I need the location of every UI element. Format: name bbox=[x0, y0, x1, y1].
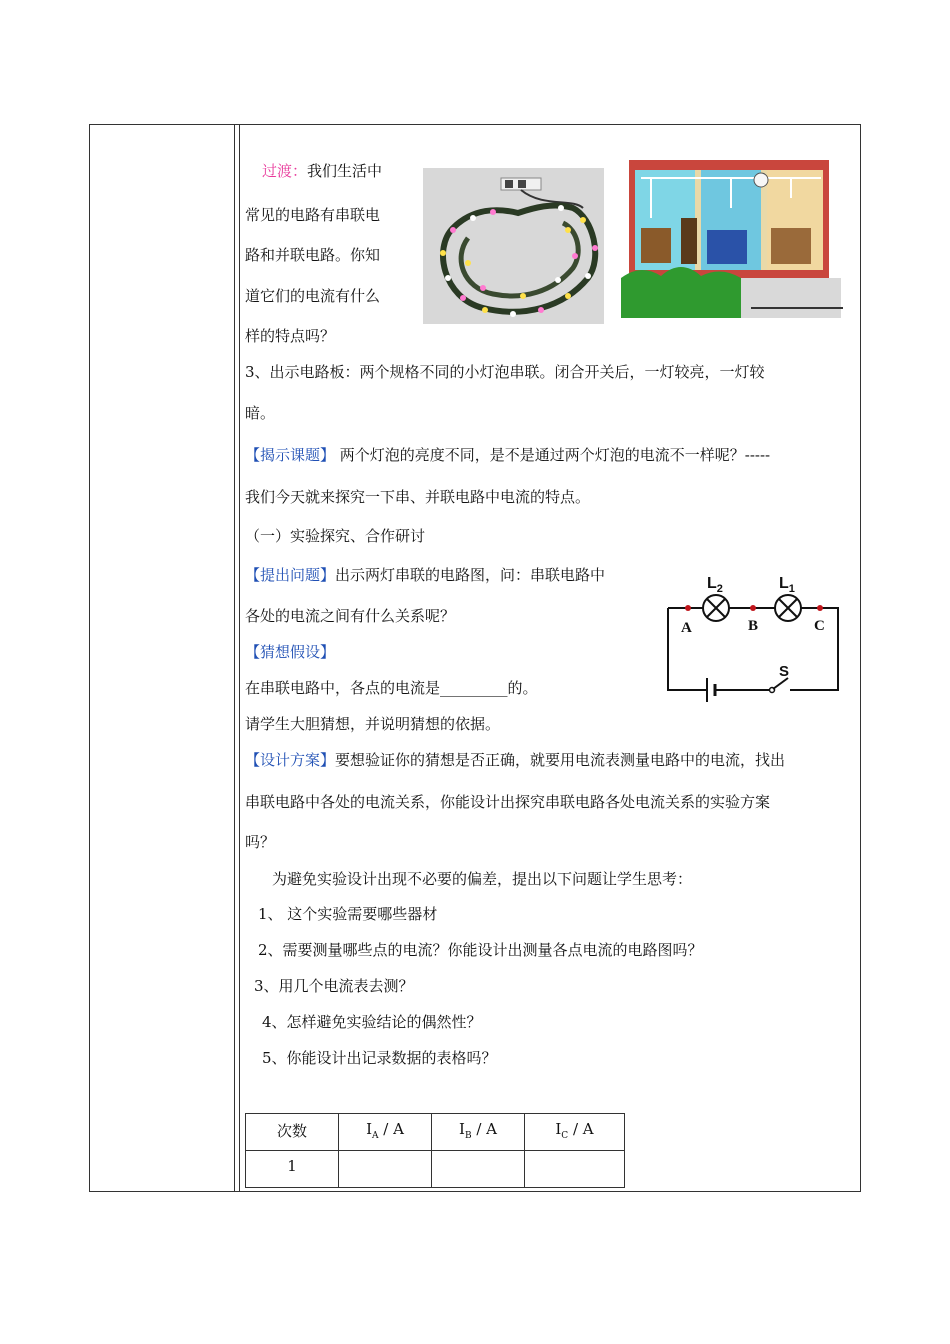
header-ib bbox=[432, 1114, 525, 1151]
question-item-3: 3、用几个电流表去测？ bbox=[254, 977, 414, 995]
table-header-row bbox=[246, 1114, 625, 1151]
ib-subscript: B bbox=[464, 1131, 472, 1141]
label-c: C bbox=[814, 618, 825, 634]
column-divider bbox=[234, 124, 235, 1192]
column-divider-inner bbox=[239, 124, 240, 1192]
guess-heading bbox=[245, 642, 335, 662]
label-l1: L bbox=[779, 575, 789, 592]
question-item-4: 4、怎样避免实验结论的偶然性？ bbox=[262, 1013, 482, 1031]
node-b bbox=[750, 605, 756, 611]
reveal-text: 两个灯泡的亮度不同，是不是通过两个灯泡的电流不一样呢？----- bbox=[335, 446, 771, 464]
ia-symbol: I bbox=[366, 1120, 372, 1138]
label-s: S bbox=[779, 663, 790, 680]
transition-label: 过渡： bbox=[262, 162, 308, 180]
question-item-5: 5、你能设计出记录数据的表格吗？ bbox=[262, 1049, 497, 1067]
ia-subscript: A bbox=[372, 1131, 379, 1141]
question-item-1: 1、 这个实验需要哪些器材 bbox=[258, 905, 438, 923]
ib-unit: / A bbox=[471, 1120, 497, 1138]
label-l2: L bbox=[707, 575, 717, 592]
reveal-line-2: 我们今天就来探究一下串、并联电路中电流的特点。 bbox=[245, 488, 591, 506]
section-heading: （一）实验探究、合作研讨 bbox=[245, 527, 426, 545]
question-label: 【提出问题】 bbox=[245, 566, 336, 584]
series-circuit-diagram bbox=[660, 568, 845, 703]
house-wiring-illustration bbox=[621, 158, 846, 318]
guess-line-1: 在串联电路中，各点的电流是_________的。 bbox=[245, 679, 538, 697]
ia-unit: / A bbox=[378, 1120, 404, 1138]
node-c bbox=[817, 605, 823, 611]
transition-line-2: 常见的电路有串联电 bbox=[245, 206, 381, 224]
header-ia bbox=[339, 1114, 432, 1151]
ic-subscript: C bbox=[561, 1131, 569, 1141]
design-line-3: 吗？ bbox=[245, 833, 276, 851]
svg-text:L1 bbox=[779, 575, 795, 595]
transition-line-1 bbox=[262, 161, 382, 181]
reveal-label: 【揭示课题】 bbox=[245, 446, 336, 464]
table-row bbox=[246, 1151, 625, 1188]
transition-text: 我们生活中 bbox=[307, 162, 383, 180]
svg-text:L2 bbox=[707, 575, 723, 595]
design-line-1 bbox=[245, 750, 785, 770]
item3-line-1: 3、出示电路板：两个规格不同的小灯泡串联。闭合开关后，一灯较亮，一灯较 bbox=[245, 363, 765, 381]
question-text: 出示两灯串联的电路图，问：串联电路中 bbox=[335, 566, 606, 584]
design-text: 要想验证你的猜想是否正确，就要用电流表测量电路中的电流，找出 bbox=[335, 751, 786, 769]
item3-line-2: 暗。 bbox=[245, 404, 276, 422]
table-cell bbox=[339, 1151, 432, 1188]
label-l2-sub: 2 bbox=[716, 583, 723, 595]
label-b: B bbox=[748, 618, 759, 634]
ib-symbol: I bbox=[459, 1120, 465, 1138]
node-a bbox=[685, 605, 691, 611]
transition-line-5: 样的特点吗？ bbox=[245, 327, 336, 345]
header-count: 次数 bbox=[246, 1114, 339, 1151]
transition-line-3: 路和并联电路。你知 bbox=[245, 246, 381, 264]
label-l1-sub: 1 bbox=[788, 583, 795, 595]
string-lights-photo bbox=[423, 168, 604, 324]
intro-text: 为避免实验设计出现不必要的偏差，提出以下问题让学生思考： bbox=[272, 870, 693, 888]
header-ic bbox=[525, 1114, 625, 1151]
question-line-1 bbox=[245, 565, 605, 585]
question-item-2: 2、需要测量哪些点的电流？你能设计出测量各点电流的电路图吗？ bbox=[258, 941, 703, 959]
design-label: 【设计方案】 bbox=[245, 751, 336, 769]
table-cell: 1 bbox=[246, 1151, 339, 1188]
reveal-line-1 bbox=[245, 445, 770, 465]
design-line-2: 串联电路中各处的电流关系，你能设计出探究串联电路各处电流关系的实验方案 bbox=[245, 793, 771, 811]
transition-line-4: 道它们的电流有什么 bbox=[245, 287, 381, 305]
table-cell bbox=[525, 1151, 625, 1188]
label-a: A bbox=[681, 620, 692, 636]
data-record-table bbox=[245, 1113, 625, 1188]
table-cell bbox=[432, 1151, 525, 1188]
guess-label: 【猜想假设】 bbox=[245, 643, 336, 661]
guess-line-2: 请学生大胆猜想，并说明猜想的依据。 bbox=[245, 715, 501, 733]
ic-unit: / A bbox=[568, 1120, 594, 1138]
question-line-2: 各处的电流之间有什么关系呢？ bbox=[245, 607, 456, 625]
ic-symbol: I bbox=[555, 1120, 562, 1138]
